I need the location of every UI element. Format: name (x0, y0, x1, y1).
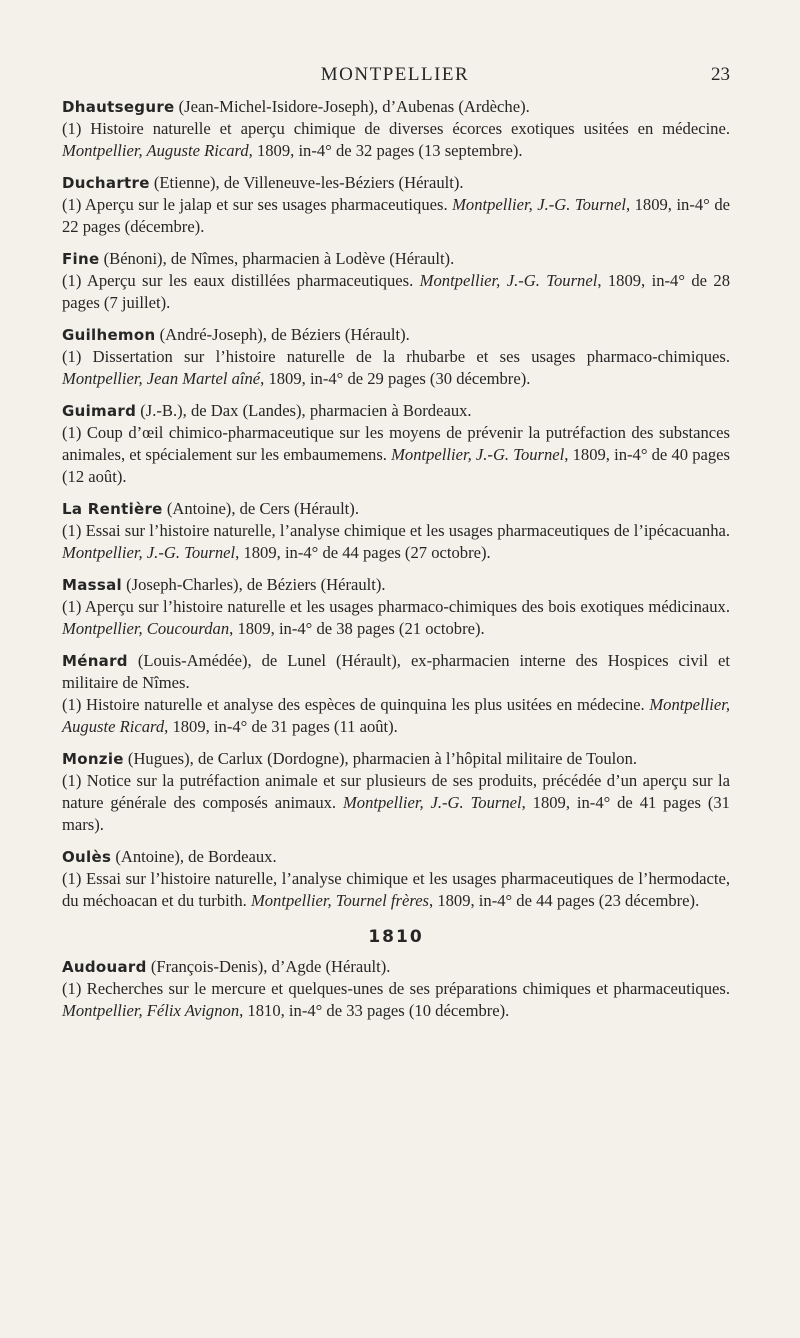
publisher: Montpellier, J.-G. Tournel (391, 445, 565, 464)
author-name: La Rentière (62, 500, 163, 518)
entry-heading (62, 96, 730, 118)
publisher: Montpellier, J.-G. Tournel (419, 271, 598, 290)
entry (62, 574, 730, 640)
publication-details: , 1810, in-4° de 33 pages (10 décembre). (239, 1001, 510, 1020)
entries-1810 (62, 956, 730, 1022)
work-citation (62, 596, 730, 640)
publisher: Montpellier, J.-G. Tournel (342, 793, 522, 812)
work-title: (1) Aperçu sur les eaux distillées pharmaceutiques. (62, 271, 420, 290)
publisher: Montpellier, J.-G. Tournel (452, 195, 626, 214)
work-title: (1) Recherches sur le mercure et quelques-unes de ses préparations chimiques et pharmaceutiques. (62, 979, 730, 998)
entry-heading (62, 400, 730, 422)
publisher: Montpellier, J.-G. Tournel (62, 543, 236, 562)
entry-heading (62, 574, 730, 596)
work-citation (62, 694, 730, 738)
publisher: Montpellier, Tournel frères (250, 891, 430, 910)
publisher: Montpellier, Auguste Ricard (62, 695, 730, 736)
author-name: Oulès (62, 848, 112, 866)
publication-details: , 1809, in-4° de 44 pages (27 octobre). (235, 543, 491, 562)
entry (62, 498, 730, 564)
entry-heading (62, 956, 730, 978)
work-citation (62, 520, 730, 564)
publication-details: , 1809, in-4° de 28 pages (7 juillet). (62, 271, 731, 312)
entry (62, 248, 730, 314)
publication-details: , 1809, in-4° de 38 pages (21 octobre). (229, 619, 485, 638)
work-citation (62, 868, 730, 912)
author-name: Guilhemon (62, 326, 156, 344)
page-number: 23 (711, 64, 730, 85)
entry-heading (62, 498, 730, 520)
work-citation (62, 118, 730, 162)
document-body (62, 96, 730, 1032)
entry-heading (62, 846, 730, 868)
entry (62, 650, 730, 738)
author-info: (Jean-Michel-Isidore-Joseph), d’Aubenas (Ardèche). (174, 97, 530, 116)
publication-details: , 1809, in-4° de 29 pages (30 décembre). (260, 369, 531, 388)
publisher: Montpellier, Jean Martel aîné (62, 369, 261, 388)
entry (62, 96, 730, 162)
author-info: (Antoine), de Bordeaux. (111, 847, 277, 866)
author-info: (François-Denis), d’Agde (Hérault). (146, 957, 391, 976)
publication-details: , 1809, in-4° de 44 pages (23 décembre). (429, 891, 700, 910)
author-info: (Antoine), de Cers (Hérault). (162, 499, 359, 518)
entry (62, 846, 730, 912)
work-title: (1) Coup d’œil chimico-pharmaceutique sur les moyens de prévenir la putréfaction des substances animales, et spécialement sur les embaumemens. (62, 423, 730, 464)
publisher: Montpellier, Félix Avignon (62, 1001, 240, 1020)
entry (62, 748, 730, 836)
entry (62, 400, 730, 488)
work-title: (1) Notice sur la putréfaction animale et sur plusieurs de ses produits, précédée d’un aperçu sur la nature générale des composés animaux. (62, 771, 730, 812)
work-title: (1) Aperçu sur l’histoire naturelle et les usages pharmaco-chimiques des bois exotiques médicinaux. (62, 597, 730, 616)
publication-details: , 1809, in-4° de 22 pages (décembre). (62, 195, 730, 236)
work-title: (1) Essai sur l’histoire naturelle, l’analyse chimique et les usages pharmaceutiques de l’ipécacuanha. (62, 521, 730, 540)
work-title: (1) Histoire naturelle et analyse des espèces de quinquina les plus usitées en médecine. (62, 695, 650, 714)
entries-1809 (62, 96, 730, 912)
author-info: (J.-B.), de Dax (Landes), pharmacien à Bordeaux. (136, 401, 472, 420)
publisher: Montpellier, Auguste Ricard (62, 141, 249, 160)
entry-heading (62, 324, 730, 346)
work-citation (62, 346, 730, 390)
entry-heading (62, 248, 730, 270)
entry-heading (62, 650, 730, 694)
entry-heading (62, 748, 730, 770)
publication-details: , 1809, in-4° de 31 pages (11 août). (164, 717, 398, 736)
year-heading: 1810 (368, 927, 424, 947)
author-name: Ménard (62, 652, 128, 670)
work-title: (1) Dissertation sur l’histoire naturelle de la rhubarbe et ses usages pharmaco-chimiques. (62, 347, 730, 366)
author-info: (Joseph-Charles), de Béziers (Hérault). (121, 575, 386, 594)
entry (62, 956, 730, 1022)
publication-details: , 1809, in-4° de 40 pages (12 août). (62, 445, 730, 486)
author-info: (Etienne), de Villeneuve-les-Béziers (Hérault). (149, 173, 464, 192)
author-info: (André-Joseph), de Béziers (Hérault). (155, 325, 410, 344)
work-citation (62, 270, 730, 314)
work-citation (62, 194, 730, 238)
author-name: Dhautsegure (62, 98, 175, 116)
author-name: Audouard (62, 958, 147, 976)
work-citation (62, 422, 730, 488)
work-title: (1) Essai sur l’histoire naturelle, l’analyse chimique et les usages pharmaceutiques de l’hermodacte, du méchoacan et du turbith. (62, 869, 730, 910)
publication-details: , 1809, in-4° de 41 pages (31 mars). (62, 793, 730, 834)
author-info: (Bénoni), de Nîmes, pharmacien à Lodève (Hérault). (99, 249, 455, 268)
publication-details: , 1809, in-4° de 32 pages (13 septembre). (248, 141, 523, 160)
author-name: Massal (62, 576, 122, 594)
author-name: Monzie (62, 750, 124, 768)
entry-heading (62, 172, 730, 194)
entry (62, 324, 730, 390)
author-info: (Louis-Amédée), de Lunel (Hérault), ex-pharmacien interne des Hospices civil et militaire de Nîmes. (62, 651, 730, 692)
work-title: (1) Histoire naturelle et aperçu chimique de diverses écorces exotiques usitées en médecine. (62, 119, 730, 138)
page-title: MONTPELLIER (320, 64, 470, 85)
entry (62, 172, 730, 238)
publisher: Montpellier, Coucourdan (62, 619, 230, 638)
work-citation (62, 770, 730, 836)
work-citation (62, 978, 730, 1022)
author-info: (Hugues), de Carlux (Dordogne), pharmacien à l’hôpital militaire de Toulon. (123, 749, 638, 768)
running-head (60, 64, 730, 94)
work-title: (1) Aperçu sur le jalap et sur ses usages pharmaceutiques. (62, 195, 453, 214)
author-name: Duchartre (62, 174, 150, 192)
author-name: Fine (62, 250, 100, 268)
author-name: Guimard (62, 402, 137, 420)
